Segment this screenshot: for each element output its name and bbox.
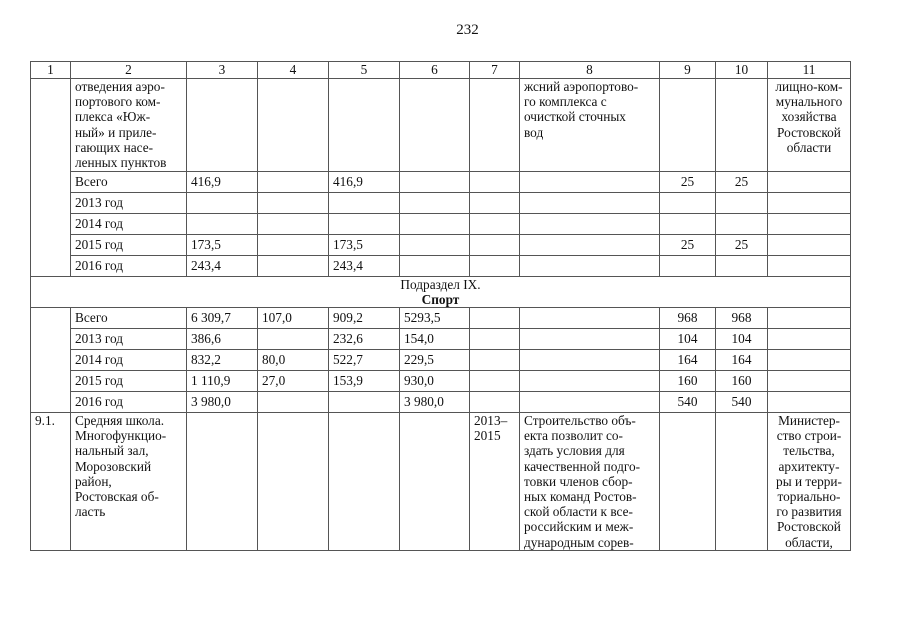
value-cell: 243,4 — [187, 256, 258, 277]
value-cell: 173,5 — [187, 235, 258, 256]
row-label-cell: Всего — [71, 172, 187, 193]
value-cell: 27,0 — [258, 371, 329, 392]
row-number-cell — [31, 308, 71, 413]
subsection-label: Подраздел IX. — [400, 277, 481, 292]
table-cell — [768, 371, 851, 392]
table-cell — [470, 235, 520, 256]
table-cell — [187, 413, 258, 551]
subsection-title: Спорт — [421, 292, 460, 307]
object-name-line: район, — [75, 473, 112, 489]
table-cell — [768, 329, 851, 350]
table-cell — [520, 235, 660, 256]
column-header: 7 — [470, 62, 520, 79]
column-header: 8 — [520, 62, 660, 79]
table-cell — [520, 256, 660, 277]
value-cell — [187, 214, 258, 235]
value-cell: 3 980,0 — [187, 392, 258, 413]
row-label-cell: 2013 год — [71, 329, 187, 350]
responsible-line: архитекту- — [778, 458, 840, 474]
column-header: 4 — [258, 62, 329, 79]
column-header: 6 — [400, 62, 470, 79]
table-row — [31, 329, 851, 350]
table-cell — [768, 172, 851, 193]
responsible-line: мунального — [775, 94, 843, 110]
table-cell — [470, 350, 520, 371]
row-number-cell — [31, 79, 71, 277]
table-cell — [329, 79, 400, 172]
value-cell: 104 — [660, 329, 716, 350]
table-cell — [258, 79, 329, 172]
value-cell: 3 980,0 — [400, 392, 470, 413]
responsible-line: Министер- — [778, 413, 840, 428]
table-cell — [520, 392, 660, 413]
value-cell — [258, 193, 329, 214]
table-cell — [768, 392, 851, 413]
row-label-cell: 2016 год — [71, 256, 187, 277]
value-cell: 164 — [660, 350, 716, 371]
justification-line: ных команд Ростов- — [524, 489, 637, 505]
responsible-line: области, — [785, 534, 833, 550]
value-cell — [258, 329, 329, 350]
value-cell: 25 — [716, 172, 768, 193]
table-row — [31, 193, 851, 214]
table-cell — [258, 413, 329, 551]
value-cell: 909,2 — [329, 308, 400, 329]
item-row — [31, 413, 851, 551]
justification-line: качественной подго- — [524, 458, 641, 474]
column-header: 10 — [716, 62, 768, 79]
responsible-line: области — [786, 139, 832, 155]
table-row — [31, 350, 851, 371]
value-cell — [258, 392, 329, 413]
value-cell: 104 — [716, 329, 768, 350]
table-row — [31, 371, 851, 392]
table-row — [31, 214, 851, 235]
object-name-line: ласть — [75, 504, 106, 520]
justification-line: екта позволит со- — [524, 428, 623, 444]
value-cell: 540 — [716, 392, 768, 413]
value-cell: 243,4 — [329, 256, 400, 277]
table-row — [31, 392, 851, 413]
table-cell — [470, 371, 520, 392]
value-cell: 107,0 — [258, 308, 329, 329]
justification-line: дународным сорев- — [524, 534, 634, 550]
object-name-cell — [71, 413, 187, 551]
table-cell — [329, 413, 400, 551]
value-cell — [329, 193, 400, 214]
value-cell: 160 — [716, 371, 768, 392]
column-header: 3 — [187, 62, 258, 79]
object-name-line: ный» и приле- — [75, 124, 157, 140]
responsible-line: ры и терри- — [776, 473, 842, 489]
table-cell — [520, 329, 660, 350]
justification-line: го комплекса с — [524, 94, 607, 110]
value-cell: 386,6 — [187, 329, 258, 350]
value-cell: 25 — [660, 235, 716, 256]
table-cell — [400, 413, 470, 551]
value-cell: 229,5 — [400, 350, 470, 371]
justification-line: товки членов сбор- — [524, 473, 633, 489]
period-cell — [470, 413, 520, 551]
period-line: 2015 — [474, 428, 501, 444]
value-cell — [660, 214, 716, 235]
table-row — [31, 256, 851, 277]
table-cell — [768, 214, 851, 235]
value-cell: 522,7 — [329, 350, 400, 371]
value-cell — [660, 256, 716, 277]
value-cell: 540 — [660, 392, 716, 413]
value-cell: 1 110,9 — [187, 371, 258, 392]
value-cell: 832,2 — [187, 350, 258, 371]
justification-cell — [520, 413, 660, 551]
responsible-line: лищно-ком- — [775, 79, 843, 94]
column-header: 9 — [660, 62, 716, 79]
row-label-cell: 2016 год — [71, 392, 187, 413]
table-cell — [520, 371, 660, 392]
object-name-line: Ростовская об- — [75, 489, 159, 505]
value-cell: 80,0 — [258, 350, 329, 371]
responsible-line: Ростовской — [777, 124, 841, 140]
column-header: 2 — [71, 62, 187, 79]
table-cell — [400, 79, 470, 172]
table-cell — [470, 308, 520, 329]
row-label-cell: 2014 год — [71, 350, 187, 371]
value-cell — [400, 256, 470, 277]
table-cell — [187, 79, 258, 172]
value-cell — [400, 214, 470, 235]
value-cell — [258, 214, 329, 235]
table-cell — [520, 214, 660, 235]
object-name-line: Средняя школа. — [75, 413, 165, 428]
value-cell: 416,9 — [187, 172, 258, 193]
justification-line: российским и меж- — [524, 519, 634, 535]
object-name-line: гающих насе- — [75, 139, 154, 155]
item-number-cell: 9.1. — [31, 413, 71, 551]
table-cell — [470, 79, 520, 172]
responsible-line: ториально- — [777, 489, 841, 505]
value-cell — [258, 172, 329, 193]
table-cell — [520, 172, 660, 193]
row-label-cell: 2015 год — [71, 235, 187, 256]
value-cell — [258, 235, 329, 256]
table-cell — [470, 256, 520, 277]
table-cell — [768, 235, 851, 256]
table-cell — [768, 256, 851, 277]
header-row — [31, 62, 851, 79]
row-label-cell: 2014 год — [71, 214, 187, 235]
justification-line: очисткой сточных — [524, 109, 626, 125]
responsible-cell — [768, 413, 851, 551]
table-row — [31, 235, 851, 256]
period-line: 2013– — [474, 413, 508, 428]
row-label-cell: Всего — [71, 308, 187, 329]
justification-line: ской области к все- — [524, 504, 633, 520]
table-cell — [470, 329, 520, 350]
table-cell — [470, 392, 520, 413]
value-cell: 164 — [716, 350, 768, 371]
table-cell — [660, 413, 716, 551]
object-name-line: Многофункцио- — [75, 428, 167, 444]
table-cell — [768, 193, 851, 214]
data-table — [30, 61, 851, 551]
value-cell: 25 — [660, 172, 716, 193]
table-cell — [520, 350, 660, 371]
object-name-line: отведения аэро- — [75, 79, 165, 94]
value-cell: 416,9 — [329, 172, 400, 193]
value-cell: 6 309,7 — [187, 308, 258, 329]
value-cell: 154,0 — [400, 329, 470, 350]
value-cell: 968 — [716, 308, 768, 329]
table-cell — [470, 214, 520, 235]
value-cell: 930,0 — [400, 371, 470, 392]
table-cell — [768, 308, 851, 329]
table-cell — [716, 413, 768, 551]
table-cell — [470, 172, 520, 193]
object-name-line: портового ком- — [75, 94, 161, 110]
value-cell: 25 — [716, 235, 768, 256]
table-cell — [768, 350, 851, 371]
object-name-line: нальный зал, — [75, 443, 149, 459]
table-cell — [660, 79, 716, 172]
column-header: 11 — [768, 62, 851, 79]
justification-line: здать условия для — [524, 443, 625, 459]
value-cell — [329, 214, 400, 235]
value-cell: 153,9 — [329, 371, 400, 392]
value-cell — [400, 172, 470, 193]
responsible-line: Ростовской — [777, 519, 841, 535]
table-cell — [520, 193, 660, 214]
justification-line: жсний аэропортово- — [524, 79, 639, 94]
page-number: 232 — [456, 22, 479, 38]
value-cell — [329, 392, 400, 413]
table-row — [31, 79, 851, 172]
value-cell — [187, 193, 258, 214]
object-name-line: плекса «Юж- — [75, 109, 151, 125]
subsection-row — [31, 277, 851, 308]
object-name-line: ленных пунктов — [75, 155, 167, 171]
value-cell: 232,6 — [329, 329, 400, 350]
table-cell — [716, 79, 768, 172]
value-cell — [716, 214, 768, 235]
justification-cell — [520, 79, 660, 172]
column-header: 5 — [329, 62, 400, 79]
row-label-cell: 2013 год — [71, 193, 187, 214]
table-cell — [470, 193, 520, 214]
object-name-cell — [71, 79, 187, 172]
responsible-line: го развития — [776, 504, 842, 520]
value-cell — [400, 235, 470, 256]
responsible-line: хозяйства — [781, 109, 837, 125]
object-name-line: Морозовский — [75, 458, 152, 474]
value-cell: 968 — [660, 308, 716, 329]
value-cell — [660, 193, 716, 214]
table-row — [31, 172, 851, 193]
value-cell — [258, 256, 329, 277]
value-cell: 160 — [660, 371, 716, 392]
subsection-heading — [31, 277, 851, 308]
table-row — [31, 308, 851, 329]
value-cell: 173,5 — [329, 235, 400, 256]
justification-line: вод — [524, 124, 544, 140]
column-header: 1 — [31, 62, 71, 79]
justification-line: Строительство объ- — [524, 413, 636, 428]
value-cell — [716, 193, 768, 214]
responsible-cell — [768, 79, 851, 172]
value-cell: 5293,5 — [400, 308, 470, 329]
responsible-line: ство строи- — [776, 428, 842, 444]
table-cell — [520, 308, 660, 329]
value-cell — [400, 193, 470, 214]
value-cell — [716, 256, 768, 277]
row-label-cell: 2015 год — [71, 371, 187, 392]
responsible-line: тельства, — [783, 443, 835, 459]
